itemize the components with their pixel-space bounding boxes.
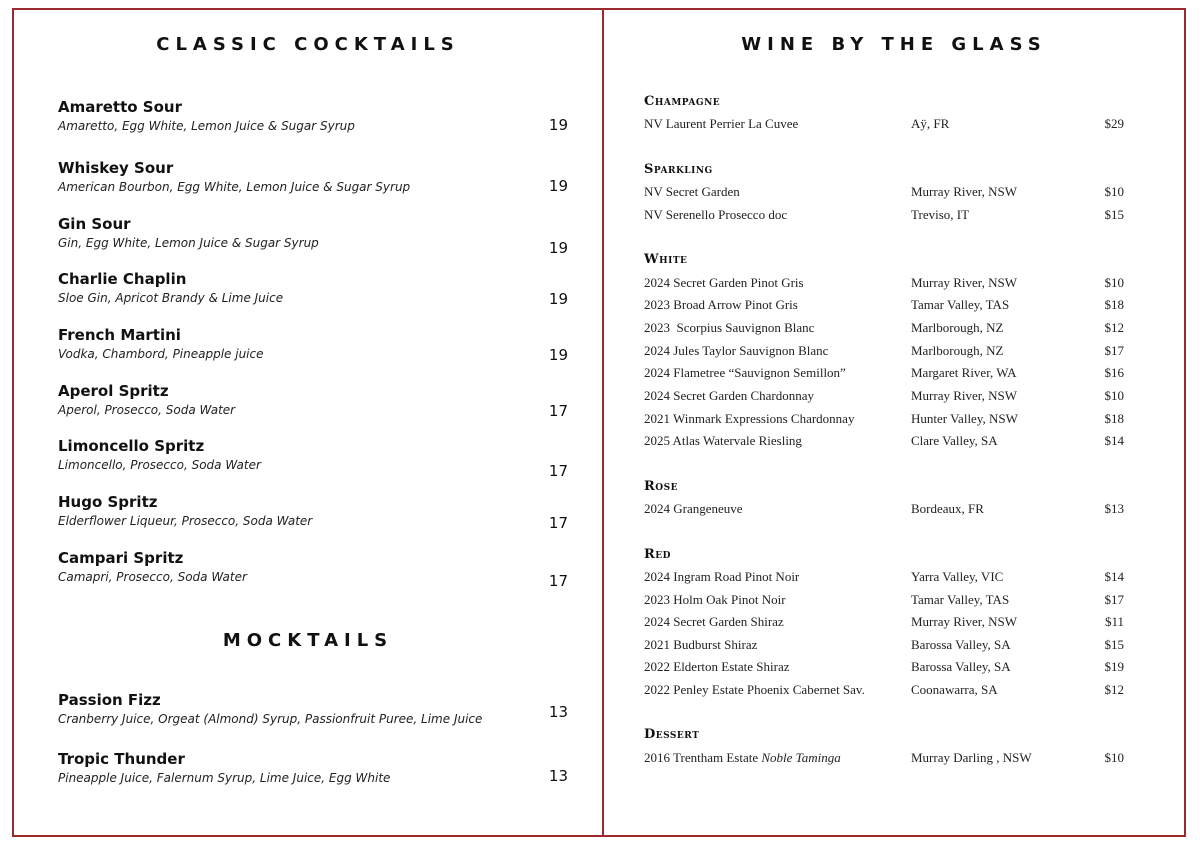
category-sparkling: Sparkling xyxy=(644,162,713,177)
wine-row xyxy=(644,569,1124,589)
wine-name: 2022 Penley Estate Phoenix Cabernet Sav. xyxy=(644,682,865,697)
wine-name: NV Secret Garden xyxy=(644,184,740,199)
menu-item xyxy=(58,159,568,203)
menu-item xyxy=(58,549,568,593)
wine-row xyxy=(644,411,1124,431)
item-name: Charlie Chaplin xyxy=(58,270,187,288)
wine-name: 2023 Scorpius Sauvignon Blanc xyxy=(644,320,815,335)
wine-region: Coonawarra, SA xyxy=(911,682,998,697)
wine-row xyxy=(644,659,1124,679)
wine-region: Barossa Valley, SA xyxy=(911,637,1011,652)
item-name: Gin Sour xyxy=(58,215,131,233)
wine-price: $10 xyxy=(1104,184,1124,199)
item-price: 19 xyxy=(548,239,568,257)
wine-price: $18 xyxy=(1104,411,1124,426)
menu-item xyxy=(58,493,568,537)
wine-row xyxy=(644,320,1124,340)
wine-region: Tamar Valley, TAS xyxy=(911,297,1010,312)
classic-cocktails-heading: CLASSIC COCKTAILS xyxy=(156,34,460,55)
wine-row xyxy=(644,275,1124,295)
item-description: Pineapple Juice, Falernum Syrup, Lime Juice, Egg White xyxy=(58,771,391,785)
menu-item xyxy=(58,326,568,370)
item-description: Cranberry Juice, Orgeat (Almond) Syrup, Passionfruit Puree, Lime Juice xyxy=(58,712,483,726)
item-description: Gin, Egg White, Lemon Juice & Sugar Syrup xyxy=(58,236,319,250)
wine-row xyxy=(644,750,1124,770)
wine-region: Tamar Valley, TAS xyxy=(911,592,1010,607)
wine-region: Murray River, NSW xyxy=(911,184,1017,199)
item-name: Amaretto Sour xyxy=(58,98,182,116)
wine-price: $19 xyxy=(1104,659,1124,674)
wine-region: Murray Darling , NSW xyxy=(911,750,1032,765)
wine-region: Murray River, NSW xyxy=(911,275,1017,290)
wine-name: 2021 Winmark Expressions Chardonnay xyxy=(644,411,855,426)
wine-price: $14 xyxy=(1104,569,1124,584)
category-white: White xyxy=(644,252,688,267)
wine-price: $10 xyxy=(1104,388,1124,403)
wine-region: Murray River, NSW xyxy=(911,388,1017,403)
wine-region: Murray River, NSW xyxy=(911,614,1017,629)
wine-row xyxy=(644,297,1124,317)
wine-price: $17 xyxy=(1104,592,1124,607)
category-rose: Rose xyxy=(644,479,679,494)
wine-name xyxy=(644,750,841,766)
wine-name: 2024 Secret Garden Shiraz xyxy=(644,614,784,629)
wine-name: 2024 Ingram Road Pinot Noir xyxy=(644,569,800,584)
item-price: 19 xyxy=(548,346,568,364)
item-name: French Martini xyxy=(58,326,181,344)
wine-region: Margaret River, WA xyxy=(911,365,1017,380)
menu-item xyxy=(58,98,568,142)
wine-region: Clare Valley, SA xyxy=(911,433,998,448)
wine-row xyxy=(644,433,1124,453)
wine-name: 2024 Secret Garden Chardonnay xyxy=(644,388,815,403)
wine-region: Marlborough, NZ xyxy=(911,320,1004,335)
item-price: 13 xyxy=(548,767,568,785)
item-name: Aperol Spritz xyxy=(58,382,169,400)
category-red: Red xyxy=(644,547,671,562)
wine-name: 2024 Secret Garden Pinot Gris xyxy=(644,275,804,290)
wine-row xyxy=(644,682,1124,702)
item-price: 19 xyxy=(548,116,568,134)
wine-price: $12 xyxy=(1104,682,1124,697)
wine-name: 2024 Grangeneuve xyxy=(644,501,743,516)
item-name: Hugo Spritz xyxy=(58,493,158,511)
item-description: Vodka, Chambord, Pineapple juice xyxy=(58,347,264,361)
wine-menu-panel xyxy=(602,8,1186,837)
item-description: Aperol, Prosecco, Soda Water xyxy=(58,403,236,417)
wine-row xyxy=(644,614,1124,634)
wine-region: Bordeaux, FR xyxy=(911,501,984,516)
wine-price: $16 xyxy=(1104,365,1124,380)
wine-price: $11 xyxy=(1104,614,1124,629)
menu-item xyxy=(58,691,568,735)
item-description: Limoncello, Prosecco, Soda Water xyxy=(58,458,261,472)
item-name: Tropic Thunder xyxy=(58,750,185,768)
wine-by-the-glass-heading: WINE BY THE GLASS xyxy=(741,34,1047,55)
category-champagne: Champagne xyxy=(644,94,721,109)
wine-row xyxy=(644,592,1124,612)
wine-row xyxy=(644,365,1124,385)
wine-row xyxy=(644,184,1124,204)
wine-name: 2023 Holm Oak Pinot Noir xyxy=(644,592,786,607)
item-description: Amaretto, Egg White, Lemon Juice & Sugar Syrup xyxy=(58,119,355,133)
wine-price: $10 xyxy=(1104,275,1124,290)
category-dessert: Dessert xyxy=(644,727,700,742)
wine-row xyxy=(644,116,1124,136)
item-price: 19 xyxy=(548,290,568,308)
menu-item xyxy=(58,382,568,426)
wine-region: Aÿ, FR xyxy=(911,116,950,131)
wine-region: Hunter Valley, NSW xyxy=(911,411,1018,426)
wine-row xyxy=(644,388,1124,408)
item-description: Camapri, Prosecco, Soda Water xyxy=(58,570,247,584)
item-description: American Bourbon, Egg White, Lemon Juice & Sugar Syrup xyxy=(58,180,411,194)
wine-name: 2025 Atlas Watervale Riesling xyxy=(644,433,802,448)
wine-price: $12 xyxy=(1104,320,1124,335)
wine-price: $17 xyxy=(1104,343,1124,358)
wine-region: Treviso, IT xyxy=(911,207,970,222)
wine-row xyxy=(644,343,1124,363)
wine-row xyxy=(644,207,1124,227)
item-name: Limoncello Spritz xyxy=(58,437,205,455)
wine-row xyxy=(644,637,1124,657)
item-price: 17 xyxy=(548,572,568,590)
wine-name-italic: Noble Taminga xyxy=(761,750,841,765)
item-price: 17 xyxy=(548,462,568,480)
wine-price: $13 xyxy=(1104,501,1124,516)
item-description: Elderflower Liqueur, Prosecco, Soda Water xyxy=(58,514,313,528)
wine-name: NV Laurent Perrier La Cuvee xyxy=(644,116,799,131)
item-price: 13 xyxy=(548,703,568,721)
item-name: Campari Spritz xyxy=(58,549,184,567)
menu-item xyxy=(58,270,568,314)
wine-name: 2024 Jules Taylor Sauvignon Blanc xyxy=(644,343,829,358)
wine-name: 2021 Budburst Shiraz xyxy=(644,637,758,652)
wine-region: Yarra Valley, VIC xyxy=(911,569,1004,584)
wine-name: 2023 Broad Arrow Pinot Gris xyxy=(644,297,798,312)
wine-row xyxy=(644,501,1124,521)
mocktails-heading: MOCKTAILS xyxy=(222,630,394,651)
wine-price: $18 xyxy=(1104,297,1124,312)
cocktail-menu-panel xyxy=(12,8,604,837)
item-name: Whiskey Sour xyxy=(58,159,174,177)
wine-price: $15 xyxy=(1104,207,1124,222)
wine-name: 2024 Flametree “Sauvignon Semillon” xyxy=(644,365,846,380)
item-name: Passion Fizz xyxy=(58,691,161,709)
wine-region: Barossa Valley, SA xyxy=(911,659,1011,674)
item-price: 19 xyxy=(548,177,568,195)
wine-name-text: 2016 Trentham Estate xyxy=(644,750,762,765)
wine-price: $15 xyxy=(1104,637,1124,652)
item-description: Sloe Gin, Apricot Brandy & Lime Juice xyxy=(58,291,284,305)
item-price: 17 xyxy=(548,514,568,532)
menu-item xyxy=(58,437,568,481)
menu-item xyxy=(58,750,568,794)
wine-price: $10 xyxy=(1104,750,1124,765)
wine-name: NV Serenello Prosecco doc xyxy=(644,207,788,222)
wine-name: 2022 Elderton Estate Shiraz xyxy=(644,659,790,674)
item-price: 17 xyxy=(548,402,568,420)
menu-item xyxy=(58,215,568,259)
wine-price: $14 xyxy=(1104,433,1124,448)
wine-region: Marlborough, NZ xyxy=(911,343,1004,358)
wine-price: $29 xyxy=(1104,116,1124,131)
